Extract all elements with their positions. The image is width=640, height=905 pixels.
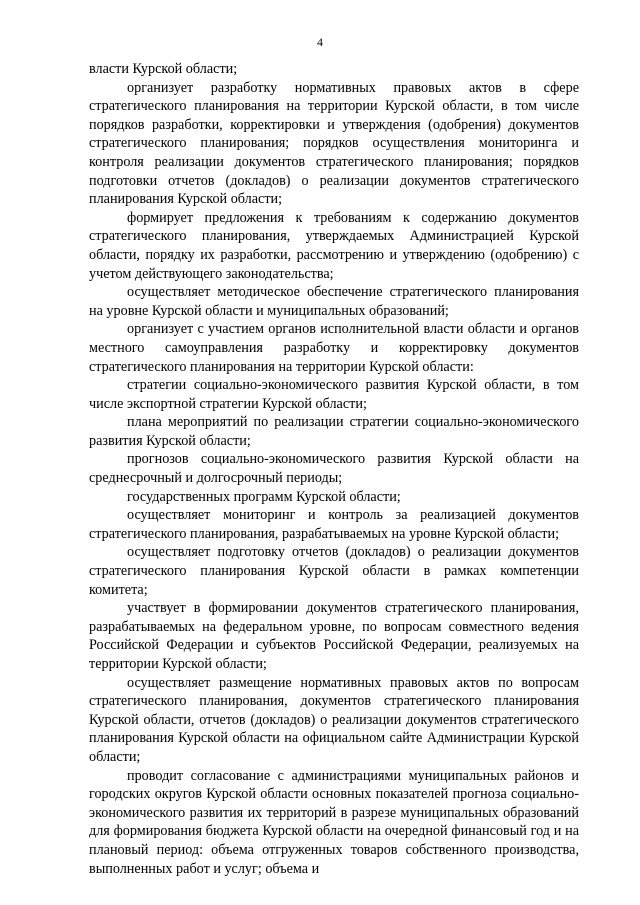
paragraph-10: осуществляет подготовку отчетов (докладов) о реализации документов стратегического планирования Курской области в рамках компетенции комитета; (89, 544, 579, 598)
document-body (89, 60, 579, 878)
paragraph-7: прогнозов социально-экономического развития Курской области на среднесрочный и долгосрочный периоды; (89, 451, 579, 487)
paragraph-6: плана мероприятий по реализации стратегии социально-экономического развития Курской области; (89, 414, 579, 449)
paragraph-13: проводит согласование с администрациями муниципальных районов и городских округов Курской области основных показателей прогноза социально-экономического развития их территорий в разрезе муниципальных образований для формирования бюджета Курской области на очередной финансовый год и на плановый период: объема отгруженных товаров собственного производства, выполненных работ и услуг; объема и (89, 767, 579, 877)
paragraph-3: осуществляет методическое обеспечение стратегического планирования на уровне Курской области и муниципальных образований; (89, 284, 579, 319)
paragraph-1: организует разработку нормативных правовых актов в сфере стратегического планирования на территории Курской области, в том числе порядков разработки, корректировки и утверждения (одобрения) документов стратегического планирования; порядков осуществления мониторинга и контроля реализации документов стратегического планирования; порядков подготовки отчетов (докладов) о реализации документов стратегического планирования Курской области; (89, 79, 579, 208)
paragraph-8: государственных программ Курской области; (127, 488, 401, 505)
paragraph-12: осуществляет размещение нормативных правовых актов по вопросам стратегического планирования, документов стратегического планирования Курской области, отчетов (докладов) о реализации документов стратегического планирования Курской области на официальном сайте Администрации Курской области; (89, 674, 579, 765)
paragraph-11: участвует в формировании документов стратегического планирования, разрабатываемых на федеральном уровне, по вопросам совместного ведения Российской Федерации и субъектов Российской Федерации, реализуемых на территории Курской области; (89, 600, 579, 672)
paragraph-2: формирует предложения к требованиям к содержанию документов стратегического планирования, утверждаемых Администрацией Курской области, порядку их разработки, рассмотрению и утверждению (одобрению) с учетом действующего законодательства; (89, 209, 579, 282)
paragraph-9: осуществляет мониторинг и контроль за реализацией документов стратегического планирования, разрабатываемых на уровне Курской области; (89, 507, 579, 542)
page-number: 4 (317, 35, 323, 49)
paragraph-4: организует с участием органов исполнительной власти области и органов местного самоуправления разработку и корректировку документов стратегического планирования на территории Курской области: (89, 321, 579, 375)
paragraph-5: стратегии социально-экономического развития Курской области, в том числе экспортной стратегии Курской области; (89, 377, 579, 412)
paragraph-0: власти Курской области; (89, 61, 238, 77)
